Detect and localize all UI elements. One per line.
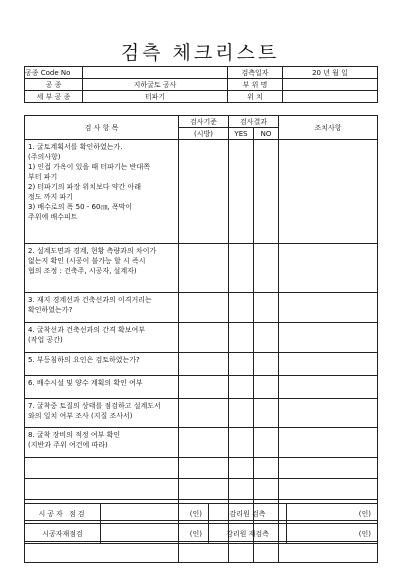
no-cell[interactable] xyxy=(254,376,279,399)
table-row xyxy=(25,376,378,399)
supervisor-reinspect-label: 감리원 재검측 xyxy=(209,524,287,544)
location-field[interactable] xyxy=(283,91,378,103)
check-item xyxy=(25,140,179,244)
yes-cell[interactable] xyxy=(229,479,254,500)
no-cell[interactable] xyxy=(254,542,279,563)
contractor-check-label: 시공자 점검 xyxy=(25,504,101,524)
action-cell[interactable] xyxy=(279,479,378,500)
location-label: 위 치 xyxy=(228,91,283,103)
no-cell[interactable] xyxy=(254,323,279,353)
table-row xyxy=(25,542,378,563)
no-cell[interactable] xyxy=(254,399,279,428)
standard-cell[interactable] xyxy=(179,244,229,293)
check-item xyxy=(25,428,179,458)
check-item xyxy=(25,323,179,353)
yes-cell[interactable] xyxy=(229,140,254,244)
check-item xyxy=(25,399,179,428)
check-item-line: 협의 조정 : 건축주, 시공자, 설계자) xyxy=(28,267,137,275)
inspection-date-field[interactable]: 20 년 월 일 xyxy=(283,67,378,79)
standard-cell[interactable] xyxy=(179,399,229,428)
action-cell[interactable] xyxy=(279,399,378,428)
standard-cell[interactable] xyxy=(179,458,229,479)
check-item xyxy=(25,376,179,399)
action-cell[interactable] xyxy=(279,376,378,399)
check-item-line: 3) 배수로의 폭 50 - 60㎝, 폭막이 xyxy=(28,203,133,211)
check-item xyxy=(25,293,179,323)
construction-code-field[interactable] xyxy=(83,67,228,79)
action-cell[interactable] xyxy=(279,542,378,563)
table-row xyxy=(25,293,378,323)
standard-cell[interactable] xyxy=(179,353,229,376)
work-type-field[interactable]: 지하굴토 공사 xyxy=(83,79,228,91)
no-cell[interactable] xyxy=(254,353,279,376)
contractor-recheck-sign-field[interactable]: (인) xyxy=(101,524,209,544)
check-item xyxy=(25,458,179,479)
check-item-line: (주의사항) xyxy=(28,153,61,161)
construction-code-label: 공종 Code No xyxy=(25,67,83,79)
yes-cell[interactable] xyxy=(229,542,254,563)
inspection-date-label: 검측일자 xyxy=(228,67,283,79)
action-cell[interactable] xyxy=(279,353,378,376)
check-item-line: 4. 굴착선과 건축선과의 간격 확보여부 xyxy=(28,326,146,334)
standard-cell[interactable] xyxy=(179,376,229,399)
yes-cell[interactable] xyxy=(229,353,254,376)
check-item-line: 3. 재지 경계선과 건축선과의 이격거리는 xyxy=(28,296,152,304)
standard-cell[interactable] xyxy=(179,323,229,353)
check-item xyxy=(25,244,179,293)
col-header-result: 검사결과 xyxy=(229,116,279,128)
no-cell[interactable] xyxy=(254,244,279,293)
check-item-line: (작업 공간) xyxy=(28,336,63,344)
check-item xyxy=(25,353,179,376)
check-item-line: 6. 배수시설 및 양수 계획의 확인 여부 xyxy=(28,379,143,387)
check-item-line: 2. 설계도면과 경계, 현황 측량과의 차이가 xyxy=(28,247,157,255)
col-header-standard: 검사기준 xyxy=(179,116,229,128)
detail-work-field[interactable]: 터파기 xyxy=(83,91,228,103)
no-cell[interactable] xyxy=(254,458,279,479)
check-item xyxy=(25,542,179,563)
check-item-line: 2) 터파기의 파장 위치보다 약간 아래 xyxy=(28,183,141,191)
work-type-label: 공 종 xyxy=(25,79,83,91)
table-row xyxy=(25,353,378,376)
check-item-line: 부터 파기 xyxy=(28,173,58,181)
check-item-line: 7. 굴착중 토질의 상태를 점검하고 설계도서 xyxy=(28,402,161,410)
check-item-line: 확인하였는가? xyxy=(28,306,73,314)
part-name-field[interactable] xyxy=(283,79,378,91)
no-cell[interactable] xyxy=(254,293,279,323)
supervisor-inspect-label: 감리원 검측 xyxy=(209,504,287,524)
standard-cell[interactable] xyxy=(179,542,229,563)
action-cell[interactable] xyxy=(279,428,378,458)
supervisor-reinspect-sign-field[interactable]: (인) xyxy=(287,524,378,544)
col-header-action: 조치사항 xyxy=(279,116,378,140)
action-cell[interactable] xyxy=(279,323,378,353)
check-item-line: (지반과 주위 여건에 따라) xyxy=(28,441,108,449)
check-item-line: 없는지 확인 (시공이 불가능 할 시 즉시 xyxy=(28,257,146,265)
table-row xyxy=(25,428,378,458)
col-header-item: 검 사 항 목 xyxy=(25,116,179,140)
action-cell[interactable] xyxy=(279,244,378,293)
contractor-check-sign-field[interactable]: (인) xyxy=(101,504,209,524)
action-cell[interactable] xyxy=(279,458,378,479)
table-row xyxy=(25,323,378,353)
standard-cell[interactable] xyxy=(179,140,229,244)
yes-cell[interactable] xyxy=(229,399,254,428)
check-item-line: 주위에 배수피트 xyxy=(28,213,78,221)
no-cell[interactable] xyxy=(254,140,279,244)
yes-cell[interactable] xyxy=(229,428,254,458)
check-item-line: 1. 굴토계획서를 확인하였는가. xyxy=(28,143,123,151)
page-title: 검측 체크리스트 xyxy=(120,42,280,64)
check-item-line: 정도 까지 파기 xyxy=(28,193,74,201)
table-row xyxy=(25,244,378,293)
check-item-line: 와의 일치 여부 조사 (지질 조사서) xyxy=(28,412,133,420)
standard-cell[interactable] xyxy=(179,293,229,323)
table-row xyxy=(25,399,378,428)
yes-cell[interactable] xyxy=(229,458,254,479)
col-header-no: NO xyxy=(254,128,279,140)
detail-work-label: 세 부 공 종 xyxy=(25,91,83,103)
col-header-standard-sub: (시방) xyxy=(179,128,229,140)
action-cell[interactable] xyxy=(279,293,378,323)
yes-cell[interactable] xyxy=(229,293,254,323)
signature-table xyxy=(24,503,378,544)
no-cell[interactable] xyxy=(254,479,279,500)
table-row xyxy=(25,479,378,500)
check-item-line: 5. 부등침하의 요인은 검토하였는가? xyxy=(28,356,140,364)
yes-cell[interactable] xyxy=(229,376,254,399)
contractor-recheck-label: 시공자재점검 xyxy=(25,524,101,544)
part-name-label: 부 위 명 xyxy=(228,79,283,91)
action-cell[interactable] xyxy=(279,140,378,244)
check-item-line: 8. 굴착 장비의 적정 여부 확인 xyxy=(28,431,121,439)
inspection-table xyxy=(24,115,378,563)
yes-cell[interactable] xyxy=(229,323,254,353)
check-item xyxy=(25,479,179,500)
table-row xyxy=(25,140,378,244)
header-info-table xyxy=(24,66,378,103)
standard-cell[interactable] xyxy=(179,479,229,500)
check-item-line: 1) 인접 가옥이 있을 때 터파기는 반대쪽 xyxy=(28,163,150,171)
col-header-yes: YES xyxy=(229,128,254,140)
table-row xyxy=(25,458,378,479)
yes-cell[interactable] xyxy=(229,244,254,293)
no-cell[interactable] xyxy=(254,428,279,458)
standard-cell[interactable] xyxy=(179,428,229,458)
supervisor-inspect-sign-field[interactable]: (인) xyxy=(287,504,378,524)
